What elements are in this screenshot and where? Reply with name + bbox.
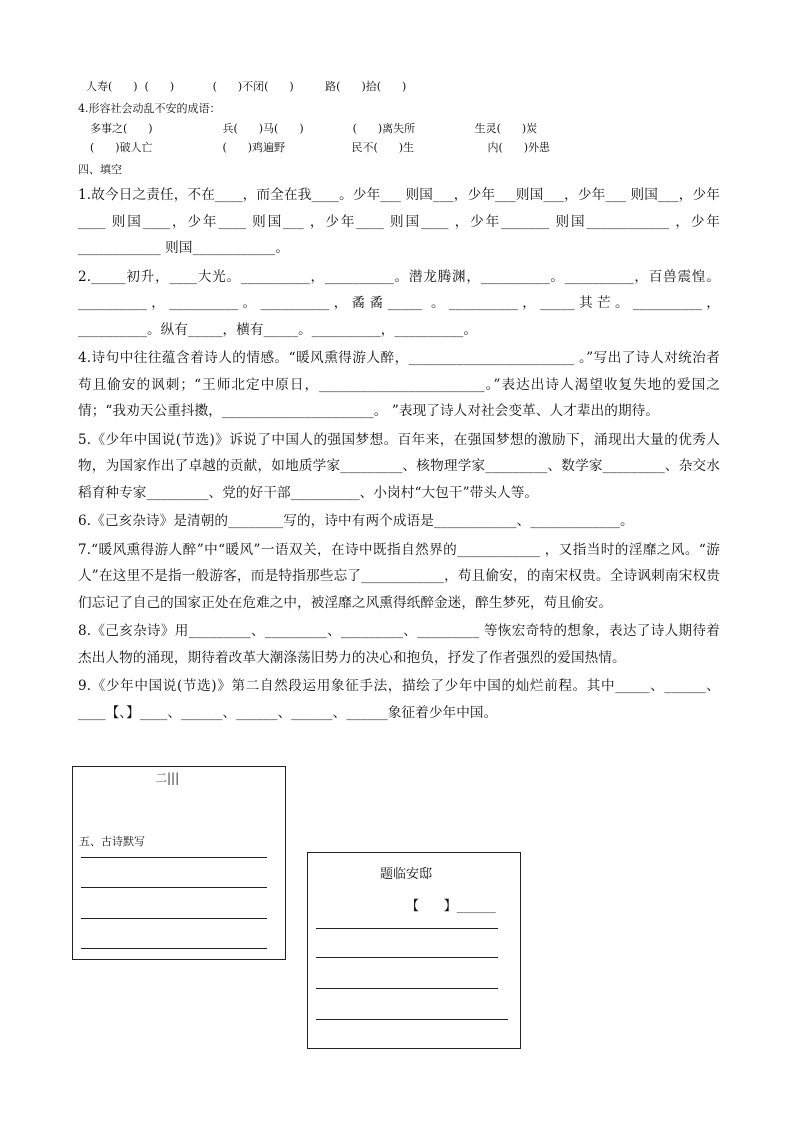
poem-title: 题临安邸 — [380, 867, 433, 882]
question-8: 8.《己亥杂诗》用_________、_________、_________、_________ 等恢宏奇特的想象，表达了诗人期待着杰出人物的涌现，期待着改革大潮涤荡旧势力的决心和抱负，抒发了作者强烈的爱国热情。 — [78, 623, 720, 666]
answer-line[interactable] — [81, 918, 267, 919]
question-1: 1.故今日之责任，不在____，而全在我____。少年___ 则国___，少年___则国___，少年___ 则国___，少年____ 则国____，少年____ 则国___ ，少年____ 则国____ ，少年_______ 则国____________ ，少年____________ 则国____________。 — [78, 187, 720, 256]
question-5: 5.《少年中国说(节选)》诉说了中国人的强国梦想。百年来，在强国梦想的激励下，涌现出大量的优秀人物，为国家作出了卓越的贡献，如地质学家_________、核物理学家_________、数学家_________、杂交水稻育种专家_________、党的好干部__________、小岗村“大包干”带头人等。 — [78, 431, 720, 501]
question-2: 2._____初升，____大光。__________，__________。潜龙腾渊，__________。__________，百兽震惶。__________，__________。__________，矞矞_____ 。__________，_____其芒。__________，__________。纵有_____，横有_____。__________，__________。 — [78, 268, 720, 338]
answer-line[interactable] — [81, 887, 267, 888]
section-4-heading: 四、填空 — [78, 163, 122, 176]
question-4: 4.诗句中往往蕴含着诗人的情感。“暖风熏得游人醉，________________________ 。”写出了诗人对统治者苟且偷安的讽刺；“王师北定中原日，________________________。”表达出诗人渴望收复失地的爱国之情；“我劝天公重抖擞，______________________。 ”表现了诗人对社会变革、人才辈出的期待。 — [78, 350, 720, 419]
idiom-question-4-heading: 4.形容社会动乱不安的成语： — [78, 102, 221, 115]
section-5-heading: 五、古诗默写 — [79, 835, 145, 848]
section-5-box — [72, 766, 286, 960]
answer-line[interactable] — [81, 857, 267, 858]
poem-answer-line[interactable] — [316, 988, 498, 989]
question-6: 6.《己亥杂诗》是清朝的________写的，诗中有两个成语是____________、_____________。 — [78, 513, 634, 529]
poem-box — [307, 852, 521, 1049]
answer-line[interactable] — [81, 948, 267, 949]
poem-answer-line[interactable] — [316, 928, 498, 929]
fill-in-questions — [78, 182, 720, 726]
poem-answer-line[interactable] — [316, 957, 498, 958]
question-7: 7.“暖风熏得游人醉”中“暖风”一语双关，在诗中既指自然界的____________ ，又指当时的淫靡之风。“游人”在这里不是指一般游客，而是特指那些忘了____________，苟且偷安，的南宋权贵。全诗讽刺南宋权贵们忘记了自己的国家正处在危难之中，被淫靡之风熏得纸醉金迷，醉生梦死，苟且偷安。 — [78, 541, 720, 611]
handwritten-mark: 二||| — [155, 771, 180, 785]
idiom-line-1: 人寿( ) ( ) ( )不闭( ) 路( )拾( ) — [86, 80, 407, 93]
idiom-line-4: ( )破人亡 ( )鸡遍野 民不( )生 内( )外患 — [90, 141, 551, 154]
idiom-line-3: 多事之( ) 兵( )马( ) ( )离失所 生灵( )炭 — [90, 122, 538, 135]
poem-author-slot: 【 】______ — [406, 899, 496, 914]
question-9: 9.《少年中国说(节选)》第二自然段运用象征手法，描绘了少年中国的灿烂前程。其中_____、______、____【、】____、______、______、______、______象征着少年中国。 — [78, 678, 720, 721]
poem-answer-line[interactable] — [316, 1019, 508, 1020]
